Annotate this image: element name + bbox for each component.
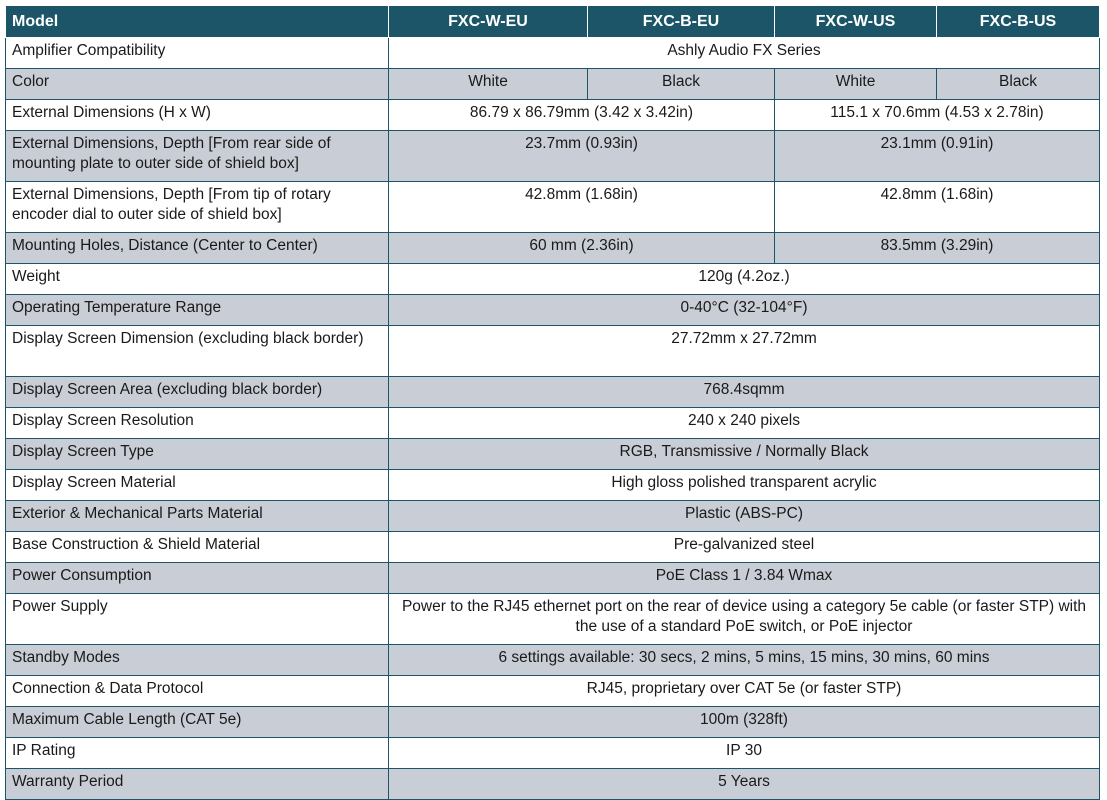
row-power-supply [6, 594, 1100, 645]
row-label: Operating Temperature Range [6, 295, 389, 326]
row-value: 27.72mm x 27.72mm [389, 326, 1100, 377]
row-label: Standby Modes [6, 645, 389, 676]
row-label: Display Screen Type [6, 439, 389, 470]
row-amplifier [6, 38, 1100, 69]
spec-table [5, 5, 1100, 800]
model-fxc-b-eu: FXC-B-EU [588, 6, 775, 38]
row-label: Amplifier Compatibility [6, 38, 389, 69]
row-power-consumption [6, 563, 1100, 594]
row-screen-type [6, 439, 1100, 470]
row-value: IP 30 [389, 738, 1100, 769]
row-label: Base Construction & Shield Material [6, 532, 389, 563]
color-fxc-w-eu: White [389, 69, 588, 100]
row-label: External Dimensions, Depth [From rear side of mounting plate to outer side of shield box] [6, 131, 389, 182]
row-value: Power to the RJ45 ethernet port on the rear of device using a category 5e cable (or faster STP) with the use of a standard PoE switch, or PoE injector [389, 594, 1100, 645]
row-value: 768.4sqmm [389, 377, 1100, 408]
row-depth-dial [6, 182, 1100, 233]
row-screen-dimension [6, 326, 1100, 377]
color-fxc-b-us: Black [937, 69, 1100, 100]
value-us: 23.1mm (0.91in) [775, 131, 1100, 182]
value-us: 42.8mm (1.68in) [775, 182, 1100, 233]
row-warranty [6, 769, 1100, 800]
row-value: 240 x 240 pixels [389, 408, 1100, 439]
row-label: Connection & Data Protocol [6, 676, 389, 707]
row-value: Pre-galvanized steel [389, 532, 1100, 563]
row-screen-resolution [6, 408, 1100, 439]
row-label: Exterior & Mechanical Parts Material [6, 501, 389, 532]
row-value: RGB, Transmissive / Normally Black [389, 439, 1100, 470]
row-color [6, 69, 1100, 100]
row-exterior-material [6, 501, 1100, 532]
row-label: External Dimensions, Depth [From tip of rotary encoder dial to outer side of shield box] [6, 182, 389, 233]
row-value: RJ45, proprietary over CAT 5e (or faster STP) [389, 676, 1100, 707]
value-eu: 86.79 x 86.79mm (3.42 x 3.42in) [389, 100, 775, 131]
value-us: 83.5mm (3.29in) [775, 233, 1100, 264]
row-screen-area [6, 377, 1100, 408]
row-label: IP Rating [6, 738, 389, 769]
model-fxc-w-us: FXC-W-US [775, 6, 937, 38]
row-connection [6, 676, 1100, 707]
row-value: 100m (328ft) [389, 707, 1100, 738]
row-label: Display Screen Material [6, 470, 389, 501]
row-value: Ashly Audio FX Series [389, 38, 1100, 69]
row-label: Power Consumption [6, 563, 389, 594]
row-base-material [6, 532, 1100, 563]
row-weight [6, 264, 1100, 295]
row-label: Maximum Cable Length (CAT 5e) [6, 707, 389, 738]
value-eu: 60 mm (2.36in) [389, 233, 775, 264]
row-external-dimensions [6, 100, 1100, 131]
row-cable-length [6, 707, 1100, 738]
model-header: Model [6, 6, 389, 38]
row-temperature [6, 295, 1100, 326]
row-ip-rating [6, 738, 1100, 769]
row-label: Display Screen Resolution [6, 408, 389, 439]
row-value: 6 settings available: 30 secs, 2 mins, 5 mins, 15 mins, 30 mins, 60 mins [389, 645, 1100, 676]
row-depth-plate [6, 131, 1100, 182]
model-fxc-b-us: FXC-B-US [937, 6, 1100, 38]
row-label: Display Screen Dimension (excluding black border) [6, 326, 389, 377]
row-label: Display Screen Area (excluding black border) [6, 377, 389, 408]
model-fxc-w-eu: FXC-W-EU [389, 6, 588, 38]
row-mounting-holes [6, 233, 1100, 264]
row-label: External Dimensions (H x W) [6, 100, 389, 131]
value-us: 115.1 x 70.6mm (4.53 x 2.78in) [775, 100, 1100, 131]
row-label: Power Supply [6, 594, 389, 645]
value-eu: 42.8mm (1.68in) [389, 182, 775, 233]
row-value: High gloss polished transparent acrylic [389, 470, 1100, 501]
row-label: Mounting Holes, Distance (Center to Center) [6, 233, 389, 264]
row-standby-modes [6, 645, 1100, 676]
row-label: Weight [6, 264, 389, 295]
row-value: 5 Years [389, 769, 1100, 800]
value-eu: 23.7mm (0.93in) [389, 131, 775, 182]
color-fxc-b-eu: Black [588, 69, 775, 100]
row-label: Warranty Period [6, 769, 389, 800]
row-value: Plastic (ABS-PC) [389, 501, 1100, 532]
row-label: Color [6, 69, 389, 100]
row-value: PoE Class 1 / 3.84 Wmax [389, 563, 1100, 594]
row-value: 120g (4.2oz.) [389, 264, 1100, 295]
color-fxc-w-us: White [775, 69, 937, 100]
row-value: 0-40°C (32-104°F) [389, 295, 1100, 326]
row-screen-material [6, 470, 1100, 501]
header-row [6, 6, 1100, 38]
